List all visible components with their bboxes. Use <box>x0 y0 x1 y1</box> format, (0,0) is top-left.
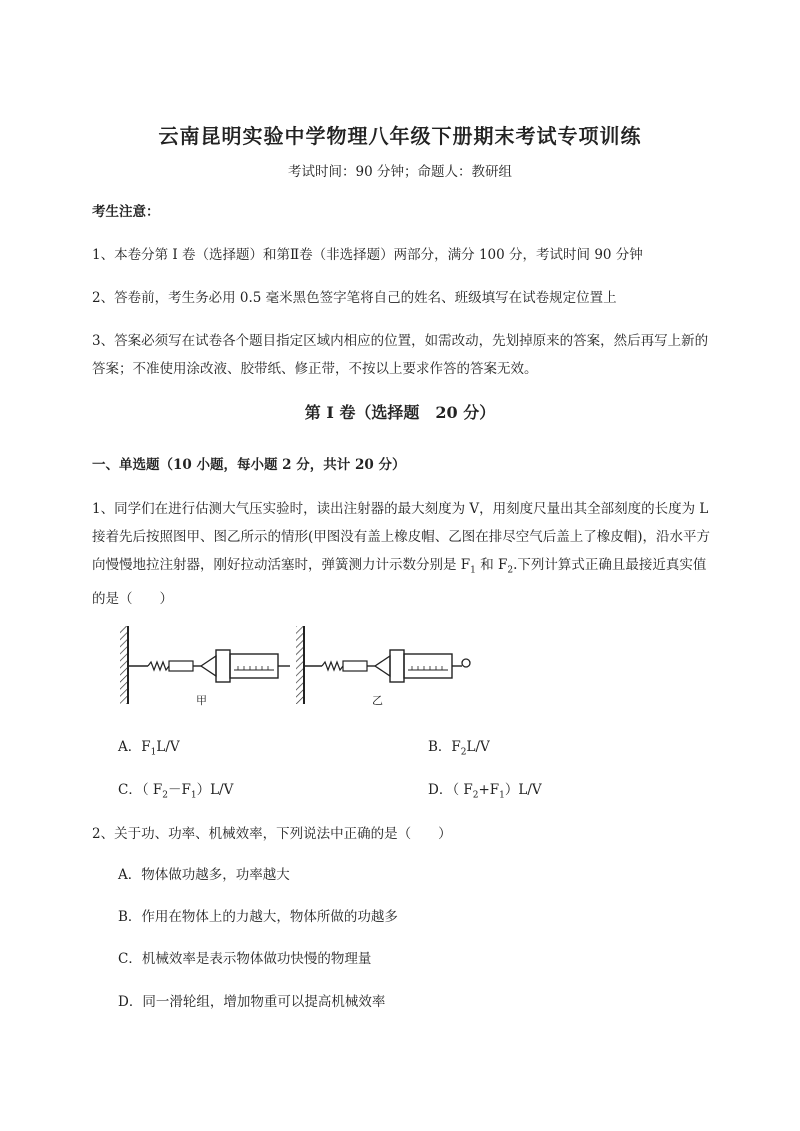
label-yi: 乙 <box>372 694 383 707</box>
q1-option-b[interactable]: B．$F_2L/V$ <box>428 739 490 758</box>
q1-option-a[interactable]: A．$F_1L/V$ <box>118 739 180 758</box>
q1-option-d[interactable]: D．（ $F_2+F_1)L/V$ <box>428 782 542 801</box>
question-1-text: 1、同学们在进行估测大气压实验时，读出注射器的最大刻度为 V，用刻度尺量出其全部刻度的长度为 L 接着先后按照图甲、图乙所示的情形(甲图没有盖上橡皮帽、乙图在排尽空气后盖上了橡皮帽)，沿水平方向慢慢地拉注射器，刚好拉动活塞时，弹簧测力计示数分别是 $F_1$ 和 $F_2$.下列计算式正确且最接近真实值的是（ ） <box>92 501 711 607</box>
section-title: 第 I 卷（选择题 20 分） <box>304 403 496 422</box>
q2-option-c[interactable]: C．机械效率是表示物体做功快慢的物理量 <box>118 951 372 967</box>
notice-item-1: 1、本卷分第 I 卷（选择题）和第Ⅱ卷（非选择题）两部分，满分 100 分，考试时间 90 分钟 <box>92 247 643 263</box>
exam-info: 考试时间：90 分钟；命题人：教研组 <box>288 164 512 180</box>
q2-option-b[interactable]: B．作用在物体上的力越大，物体所做的功越多 <box>118 909 398 925</box>
syringe-experiment-figure <box>118 620 478 710</box>
q1-option-c[interactable]: C．（ $F_2-F_1)L/V$ <box>118 782 234 801</box>
label-jia: 甲 <box>196 694 207 707</box>
q2-option-d[interactable]: D．同一滑轮组，增加物重可以提高机械效率 <box>118 994 386 1010</box>
setup-yi <box>296 626 470 707</box>
q2-option-a[interactable]: A．物体做功越多，功率越大 <box>118 867 290 883</box>
page-title: 云南昆明实验中学物理八年级下册期末考试专项训练 <box>158 124 642 148</box>
part-heading: 一、单选题（10 小题，每小题 2 分，共计 20 分） <box>92 457 406 473</box>
notice-heading: 考生注意： <box>92 204 160 220</box>
setup-jia <box>120 626 290 707</box>
notice-item-2: 2、答卷前，考生务必用 0.5 毫米黑色签字笔将自己的姓名、班级填写在试卷规定位置上 <box>92 290 617 306</box>
question-2-text: 2、关于功、功率、机械效率，下列说法中正确的是（ ） <box>92 826 452 842</box>
notice-item-3: 3、答案必须写在试卷各个题目指定区域内相应的位置，如需改动，先划掉原来的答案，然后再写上新的答案；不准使用涂改液、胶带纸、修正带，不按以上要求作答的答案无效。 <box>92 333 709 377</box>
